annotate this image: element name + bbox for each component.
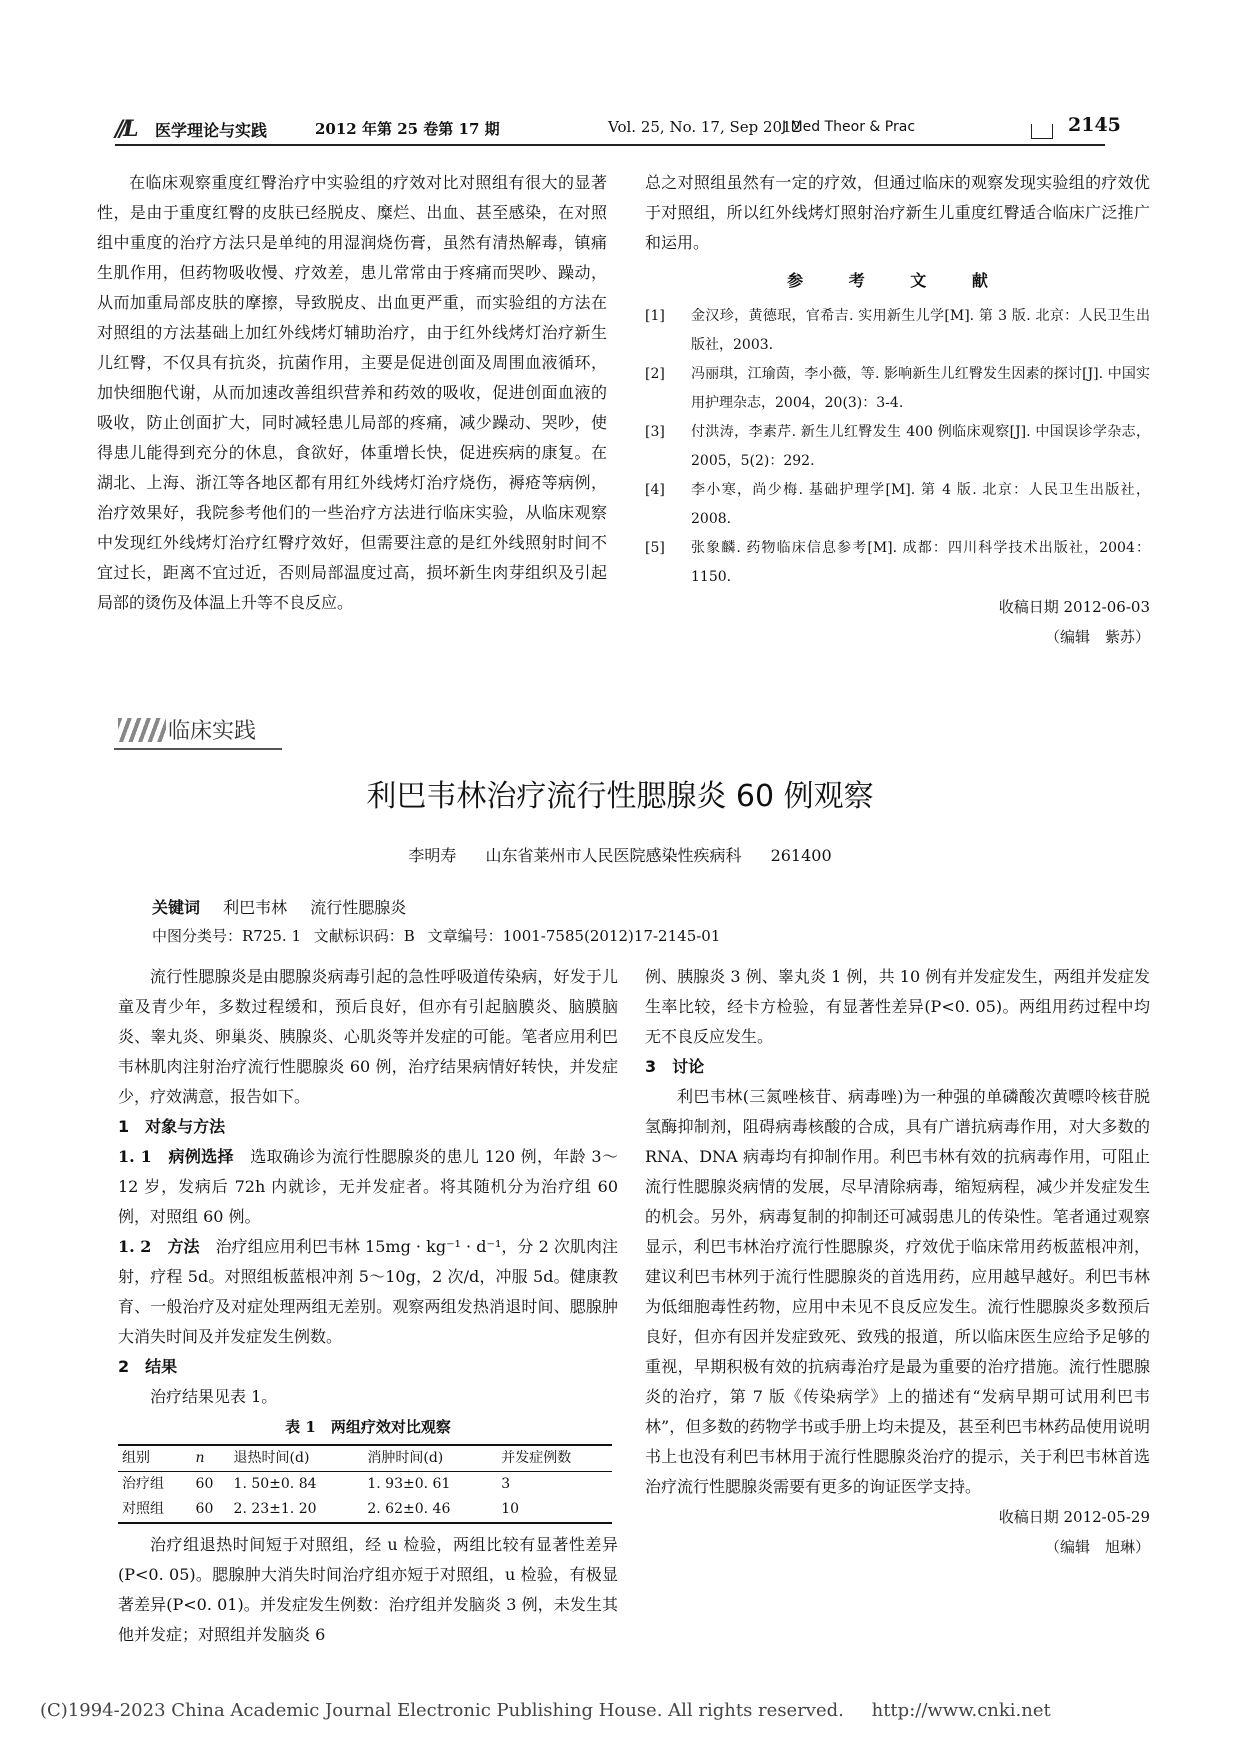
copyright-footer — [40, 1700, 1200, 1721]
discussion-paragraph: 利巴韦林(三氮唑核苷、病毒唑)为一种强的单磷酸次黄嘌呤核苷脱氢酶抑制剂，阻碍病毒核酸的合成，具有广谱抗病毒作用，对大多数的 RNA、DNA 病毒均有抑制作用。利巴韦林有效的抗病毒作用，可阻止流行性腮腺炎病情的发展，尽早清除病毒，缩短病程，减少并发症发生的机会。另外，病毒复制的抑制还可减弱患儿的传染性。笔者通过观察显示，利巴韦林治疗流行性腮腺炎，疗效优于临床常用药板蓝根冲剂，建议利巴韦林列于流行性腮腺炎的首选用药，应用越早越好。利巴韦林为低细胞毒性药物，应用中未见不良反应发生。流行性腮腺炎多数预后良好，但亦有因并发症致死、致残的报道，所以临床医生应给予足够的重视，早期积极有效的抗病毒治疗是最为重要的治疗措施。流行性腮腺炎的治疗，第 7 版《传染病学》上的描述有“发病早期可试用利巴韦林”，但多数的药物学书或手册上均未提及，甚至利巴韦林药品使用说明书上也没有利巴韦林用于流行性腮腺炎治疗的提示，关于利巴韦林首选治疗流行性腮腺炎需要有更多的询证医学支持。 — [645, 1087, 1150, 1496]
table-row — [118, 1472, 612, 1498]
page-number: 2145 — [1068, 114, 1121, 136]
prev-article-right-column — [645, 168, 1150, 652]
section-stripes-icon — [118, 718, 166, 742]
keyword: 流行性腮腺炎 — [310, 898, 407, 917]
table-cell: 对照组 — [122, 1501, 164, 1517]
table-header-row — [118, 1445, 612, 1472]
section-tag — [114, 712, 282, 750]
reference-item — [645, 418, 1150, 476]
author-name: 李明寿 — [408, 846, 457, 865]
table-cell: 1. 50±0. 84 — [233, 1476, 317, 1492]
journal-name-cn: 医学理论与实践 — [155, 121, 268, 140]
references-title: 参 考 文 献 — [787, 271, 1008, 290]
prev-article-left-column — [97, 168, 607, 618]
reference-text: 付洪涛，李素芹. 新生儿红臀发生 400 例临床观察[J]. 中国误诊学杂志，2005，5(2)：292. — [691, 424, 1150, 469]
article-left-column — [118, 962, 618, 1650]
document-code: 文献标识码：B — [313, 927, 415, 945]
table-cell: 10 — [501, 1501, 520, 1517]
author-affiliation: 山东省莱州市人民医院感染性疾病科 — [485, 846, 742, 865]
section-label: 临床实践 — [168, 719, 257, 744]
postal-code: 261400 — [770, 846, 832, 865]
table-cell: 60 — [195, 1476, 214, 1492]
reference-item — [645, 302, 1150, 360]
subsection-text: 治疗组应用利巴韦林 15mg · kg⁻¹ · d⁻¹，分 2 次肌肉注射，疗程 5d。对照组板蓝根冲剂 5～10g，2 次/d，冲服 5d。健康教育、一般治疗及对症处理两组无差别。观察两组发热消退时间、腮腺肿大消失时间及并发症发生例数。 — [118, 1237, 618, 1346]
reference-item — [645, 534, 1150, 592]
issue-info-en: Vol. 25, No. 17, Sep 2012 — [608, 118, 802, 136]
classification-line — [152, 925, 728, 946]
reference-number: [1] — [645, 308, 665, 324]
section-heading: 1 对象与方法 — [118, 1117, 226, 1136]
header-rule — [115, 144, 1105, 146]
intro-paragraph: 流行性腮腺炎是由腮腺炎病毒引起的急性呼吸道传染病，好发于儿童及青少年，多数过程缓和，预后良好，但亦有引起脑膜炎、脑膜脑炎、睾丸炎、卵巢炎、胰腺炎、心肌炎等并发症的可能。笔者应用利巴韦林肌肉注射治疗流行性腮腺炎 60 例，治疗结果病情好转快，并发症少，疗效满意，报告如下。 — [118, 967, 618, 1106]
author-line — [120, 843, 1120, 866]
subsection-1-1 — [118, 1142, 618, 1232]
section-heading: 2 结果 — [118, 1357, 178, 1376]
reference-text: 张象麟. 药物临床信息参考[M]. 成都：四川科学技术出版社，2004：1150. — [691, 540, 1150, 585]
reference-text: 李小寒，尚少梅. 基础护理学[M]. 第 4 版. 北京：人民卫生出版社，2008. — [691, 482, 1150, 527]
clc-number: 中图分类号：R725. 1 — [152, 927, 302, 945]
copyright-text: (C)1994-2023 China Academic Journal Electronic Publishing House. All rights reserved. — [40, 1700, 844, 1721]
keyword: 利巴韦林 — [223, 898, 288, 917]
table-header: 组别 — [122, 1450, 150, 1466]
table-cell: 治疗组 — [122, 1476, 164, 1492]
table-cell: 2. 62±0. 46 — [367, 1501, 451, 1517]
reference-number: [4] — [645, 482, 665, 498]
table-cell: 60 — [195, 1501, 214, 1517]
received-date: 收稿日期 2012-05-29 — [998, 1508, 1150, 1526]
cnki-url[interactable]: http://www.cnki.net — [871, 1700, 1051, 1721]
journal-name-en: J Med Theor & Prac — [782, 119, 916, 135]
results-table — [118, 1444, 612, 1524]
article-title: 利巴韦林治疗流行性腮腺炎 60 例观察 — [366, 779, 874, 814]
table-header: n — [195, 1450, 205, 1466]
table-cell: 3 — [501, 1476, 511, 1492]
reference-number: [3] — [645, 424, 665, 440]
subsection-1-2 — [118, 1232, 618, 1352]
issue-info-cn: 2012 年第 25 卷第 17 期 — [315, 120, 500, 138]
references-list — [645, 302, 1150, 592]
article-right-column — [645, 962, 1150, 1562]
table-row — [118, 1497, 612, 1523]
reference-text: 冯丽琪，江瑜茵，李小薇，等. 影响新生儿红臀发生因素的探讨[J]. 中国实用护理杂志，2004，20(3)：3-4. — [691, 366, 1150, 411]
reference-text: 金汉珍，黄德珉，官希吉. 实用新生儿学[M]. 第 3 版. 北京：人民卫生出版社，2003. — [691, 308, 1150, 353]
reference-number: [5] — [645, 540, 665, 556]
section-heading: 3 讨论 — [645, 1057, 705, 1076]
table-header: 并发症例数 — [501, 1450, 572, 1466]
prev-article-conclusion: 总之对照组虽然有一定的疗效，但通过临床的观察发现实验组的疗效优于对照组，所以红外线烤灯照射治疗新生儿重度红臀适合临床广泛推广和运用。 — [645, 173, 1150, 252]
header-box-mark — [1031, 124, 1053, 139]
table-cell: 2. 23±1. 20 — [233, 1501, 317, 1517]
table-caption: 表 1 两组疗效对比观察 — [285, 1418, 451, 1436]
reference-item — [645, 360, 1150, 418]
editor-credit: （编辑 紫苏） — [1044, 628, 1150, 646]
subsection-text: 选取确诊为流行性腮腺炎的患儿 120 例，年龄 3～12 岁，发病后 72h 内就诊，无并发症者。将其随机分为治疗组 60 例，对照组 60 例。 — [118, 1147, 618, 1226]
subsection-label: 1. 1 病例选择 — [118, 1147, 234, 1166]
results-paragraph: 治疗结果见表 1。 — [150, 1387, 278, 1406]
subsection-label: 1. 2 方法 — [118, 1237, 200, 1256]
results-continuation: 例、胰腺炎 3 例、睾丸炎 1 例，共 10 例有并发症发生，两组并发症发生率比较，经卡方检验，有显著性差异(P<0. 05)。两组用药过程中均无不良反应发生。 — [645, 967, 1150, 1046]
reference-item — [645, 476, 1150, 534]
keywords-line — [152, 895, 424, 918]
journal-logo: //L — [115, 116, 135, 142]
editor-credit: （编辑 旭琳） — [1044, 1538, 1150, 1556]
table-header: 消肿时间(d) — [367, 1450, 444, 1466]
reference-number: [2] — [645, 366, 665, 382]
received-date: 收稿日期 2012-06-03 — [998, 598, 1150, 616]
keywords-label: 关键词 — [152, 898, 201, 917]
table-cell: 1. 93±0. 61 — [367, 1476, 451, 1492]
article-number: 文章编号：1001-7585(2012)17-2145-01 — [427, 927, 721, 945]
table-header: 退热时间(d) — [233, 1450, 310, 1466]
results-discussion-paragraph: 治疗组退热时间短于对照组，经 u 检验，两组比较有显著性差异(P<0. 05)。腮腺肿大消失时间治疗组亦短于对照组，u 检验，有极显著差异(P<0. 01)。并发症发生例数：治疗组并发脑炎 3 例，未发生其他并发症；对照组并发脑炎 6 — [118, 1535, 618, 1644]
running-header — [115, 112, 1121, 146]
prev-article-paragraph: 在临床观察重度红臀治疗中实验组的疗效对比对照组有很大的显著性，是由于重度红臀的皮肤已经脱皮、糜烂、出血、甚至感染，在对照组中重度的治疗方法只是单纯的用湿润烧伤膏，虽然有清热解毒，镇痛生肌作用，但药物吸收慢、疗效差，患儿常常由于疼痛而哭吵、躁动，从而加重局部皮肤的摩擦，导致脱皮、出血更严重，而实验组的方法在对照组的方法基础上加红外线烤灯辅助治疗，由于红外线烤灯治疗新生儿红臀，不仅具有抗炎，抗菌作用，主要是促进创面及周围血液循环，加快细胞代谢，从而加速改善组织营养和药效的吸收，促进创面血液的吸收，防止创面扩大，同时减轻患儿局部的疼痛，减少躁动、哭吵，使得患儿能得到充分的休息，食欲好，体重增长快，促进疾病的康复。在湖北、上海、浙江等各地区都有用红外线烤灯治疗烧伤，褥疮等病例，治疗效果好，我院参考他们的一些治疗方法进行临床实验，从临床观察中发现红外线烤灯治疗红臀疗效好，但需要注意的是红外线照射时间不宜过长，距离不宜过近，否则局部温度过高，损坏新生肉芽组织及引起局部的烫伤及体温上升等不良反应。 — [97, 173, 607, 612]
